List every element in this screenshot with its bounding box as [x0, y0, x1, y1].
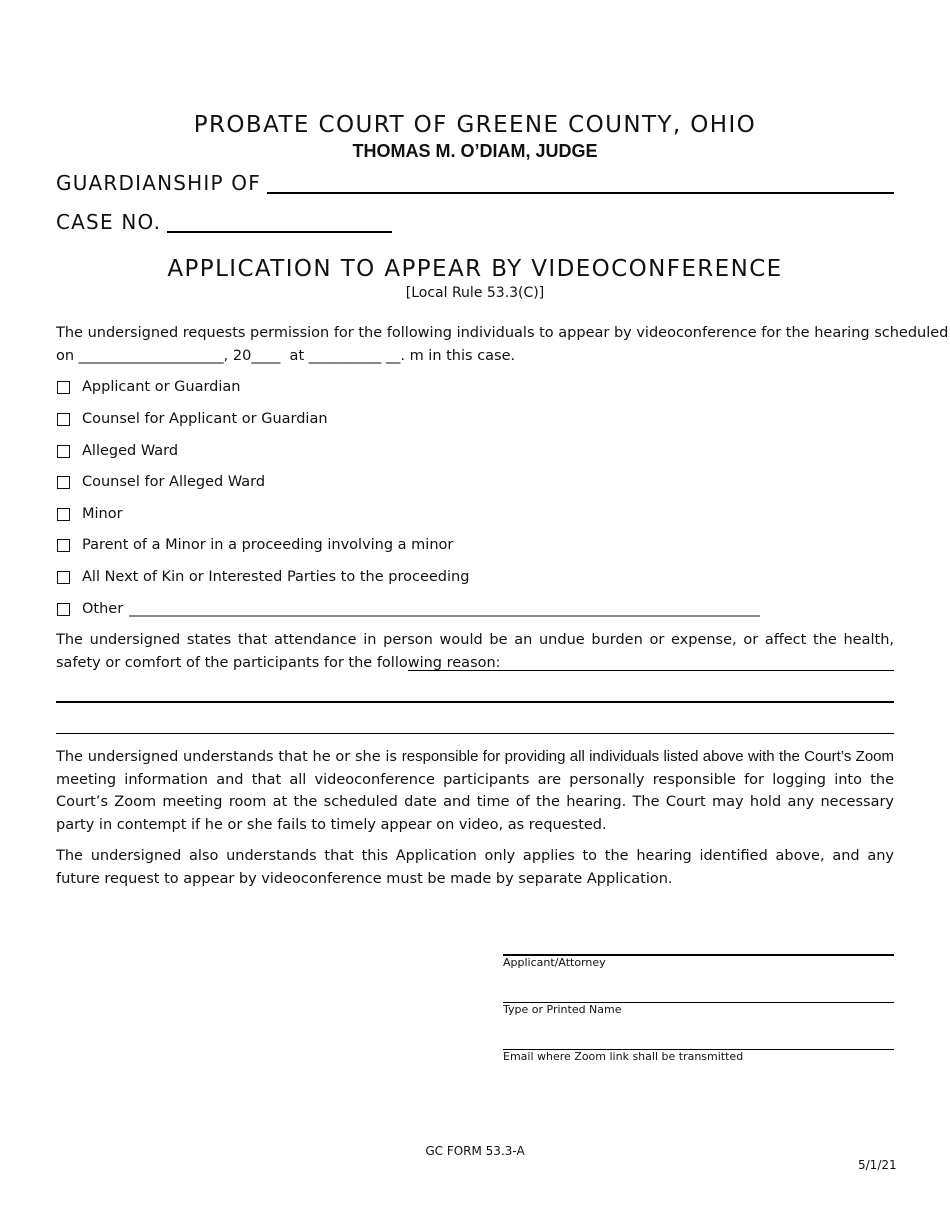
intro-line-2: on ____________________, 20____ at __________ __. m in this case.	[56, 348, 516, 364]
option-counsel-for-applicant[interactable]	[57, 409, 328, 429]
option-counsel-for-alleged-ward[interactable]	[57, 472, 265, 492]
reason-line-3[interactable]	[56, 733, 894, 734]
printed-name-label: Type or Printed Name	[503, 1003, 622, 1016]
option-label: Parent of a Minor in a proceeding involving a minor	[82, 537, 454, 553]
responsibility-emphasis: responsible for providing all individuals listed above with the Court’s Zoom	[401, 748, 895, 765]
responsibility-rest: meeting information and that all videoconference participants are personally responsible for logging into the Court’s Zoom meeting room at the scheduled date and time of the hearing. The Court may hold any necessary party in contempt if he or she fails to timely appear on video, as requested.	[56, 771, 894, 833]
responsibility-paragraph	[56, 746, 894, 836]
option-alleged-ward[interactable]	[57, 441, 178, 461]
checkbox[interactable]	[57, 508, 70, 521]
checkbox[interactable]	[57, 571, 70, 584]
intro-line-1: The undersigned requests permission for the following individuals to appear by videoconference for the hearing scheduled	[56, 325, 949, 341]
applicant-label: Applicant/Attorney	[503, 956, 606, 969]
application-scope: The undersigned also understands that this Application only applies to the hearing identified above, and any future request to appear by videoconference must be made by separate Application.	[56, 848, 894, 887]
option-label: Applicant or Guardian	[82, 379, 241, 395]
case-no-label: CASE NO.	[56, 210, 162, 234]
reason-line-1[interactable]	[408, 670, 894, 671]
judge-name: THOMAS M. O’DIAM, JUDGE	[352, 141, 598, 161]
option-label: Counsel for Applicant or Guardian	[82, 411, 328, 427]
option-label: Minor	[82, 506, 123, 522]
option-next-of-kin[interactable]	[57, 567, 469, 587]
option-minor[interactable]	[57, 504, 123, 524]
revision-date: 5/1/21	[858, 1158, 897, 1172]
option-parent-of-minor[interactable]	[57, 535, 453, 555]
checkbox[interactable]	[57, 603, 70, 616]
checkbox[interactable]	[57, 539, 70, 552]
form-number: GC FORM 53.3-A	[425, 1144, 525, 1158]
option-label: All Next of Kin or Interested Parties to the proceeding	[82, 569, 470, 585]
guardianship-field[interactable]	[267, 192, 894, 194]
other-blank[interactable]: _______________________________________________________________________________________	[129, 601, 760, 617]
option-applicant-or-guardian[interactable]	[57, 377, 241, 397]
option-other[interactable]	[57, 599, 760, 619]
case-no-field[interactable]	[167, 231, 392, 233]
checkbox[interactable]	[57, 476, 70, 489]
court-title: PROBATE COURT OF GREENE COUNTY, OHIO	[193, 112, 757, 138]
responsibility-start: The undersigned understands that he or she is	[56, 749, 402, 765]
checkbox[interactable]	[57, 381, 70, 394]
local-rule: [Local Rule 53.3(C)]	[405, 285, 545, 301]
reason-line-2[interactable]	[56, 701, 894, 703]
form-title: APPLICATION TO APPEAR BY VIDEOCONFERENCE	[167, 256, 783, 282]
guardianship-label: GUARDIANSHIP OF	[56, 171, 261, 195]
option-label: Counsel for Alleged Ward	[82, 474, 266, 490]
reason-text: The undersigned states that attendance in person would be an undue burden or expense, or affect the health, safety or comfort of the participants for the following reason:	[56, 632, 894, 671]
option-label: Alleged Ward	[82, 443, 179, 459]
checkbox[interactable]	[57, 413, 70, 426]
email-label: Email where Zoom link shall be transmitted	[503, 1050, 744, 1063]
checkbox[interactable]	[57, 445, 70, 458]
option-label: Other	[82, 601, 124, 617]
